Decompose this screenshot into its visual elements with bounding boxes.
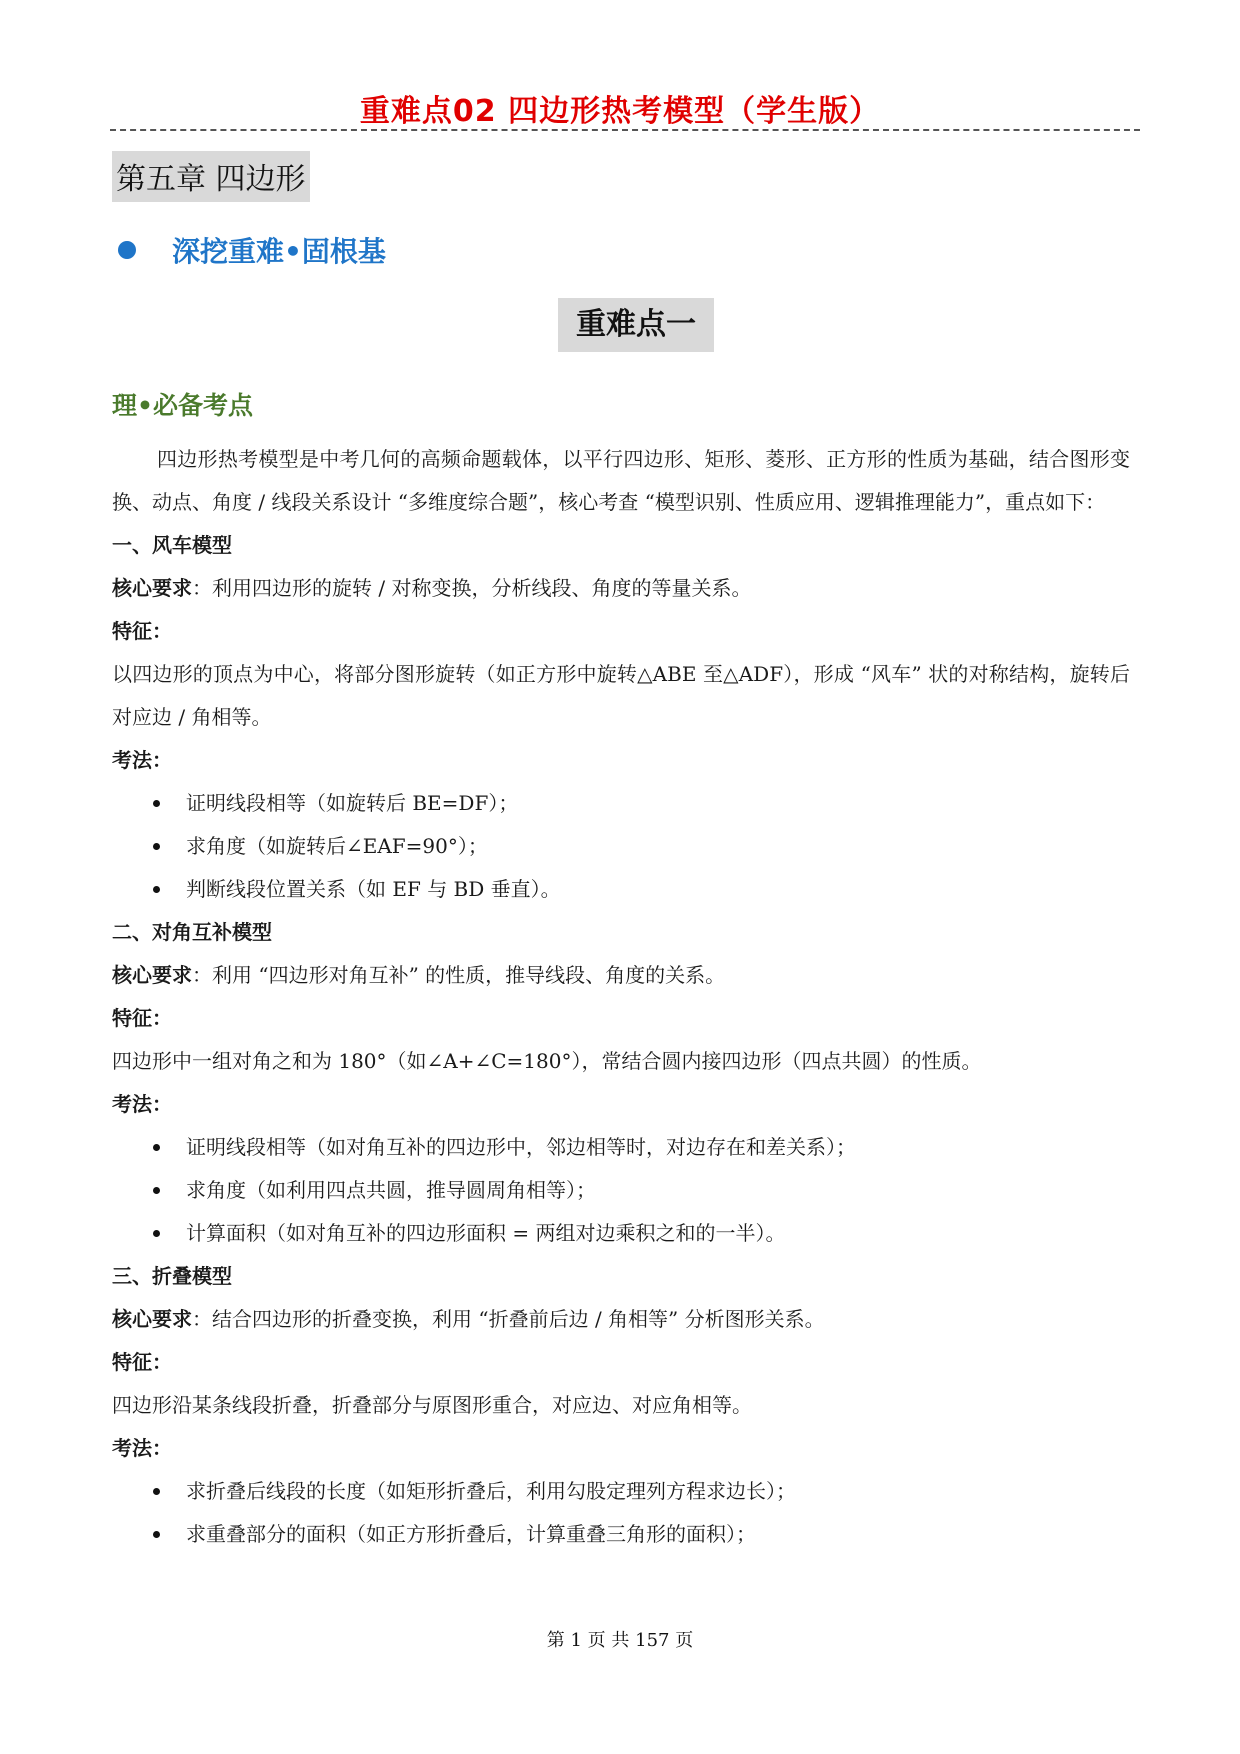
feature-label: 特征：: [112, 1006, 172, 1030]
bullet-dot-icon: [118, 241, 136, 259]
title-divider: [110, 129, 1140, 131]
feature-label: 特征：: [112, 1350, 172, 1374]
list-item: 判断线段位置关系（如 EF 与 BD 垂直）。: [112, 868, 1130, 911]
feature-text: 四边形沿某条线段折叠，折叠部分与原图形重合，对应边、对应角相等。: [112, 1393, 752, 1417]
page-title: 重难点02 四边形热考模型（学生版）: [359, 94, 881, 129]
list-item: 求重叠部分的面积（如正方形折叠后，计算重叠三角形的面积）；: [112, 1513, 1130, 1556]
feature-text: 以四边形的顶点为中心，将部分图形旋转（如正方形中旋转△ABE 至△ADF），形成 “风车” 状的对称结构，旋转后对应边 / 角相等。: [112, 662, 1130, 729]
list-item: 证明线段相等（如对角互补的四边形中，邻边相等时，对边存在和差关系）；: [112, 1126, 1130, 1169]
method-label: 考法：: [112, 1436, 172, 1460]
core-requirement: [112, 954, 1130, 997]
method-label: 考法：: [112, 1092, 172, 1116]
model-heading: 三、折叠模型: [112, 1264, 232, 1288]
bullet-icon: [153, 1531, 160, 1538]
bullet-icon: [153, 886, 160, 893]
core-label: 核心要求: [112, 963, 192, 987]
core-label: 核心要求: [112, 576, 192, 600]
list-item: 证明线段相等（如旋转后 BE=DF）；: [112, 782, 1130, 825]
core-requirement: [112, 1298, 1130, 1341]
feature-text: 四边形中一组对角之和为 180°（如∠A+∠C=180°），常结合圆内接四边形（四点共圆）的性质。: [112, 1049, 982, 1073]
list-item: 求角度（如旋转后∠EAF=90°）；: [112, 825, 1130, 868]
bullet-icon: [153, 800, 160, 807]
feature-label: 特征：: [112, 619, 172, 643]
bullet-icon: [153, 1187, 160, 1194]
section-title: 深挖重难•固根基: [172, 235, 386, 268]
model-heading: 一、风车模型: [112, 533, 232, 557]
document-body: [112, 438, 1130, 1556]
bullet-icon: [153, 1488, 160, 1495]
core-text: ：利用 “四边形对角互补” 的性质，推导线段、角度的关系。: [192, 963, 726, 987]
bullet-icon: [153, 1144, 160, 1151]
bullet-icon: [153, 843, 160, 850]
model-heading: 二、对角互补模型: [112, 920, 272, 944]
core-label: 核心要求: [112, 1307, 192, 1331]
page-footer: 第 1 页 共 157 页: [546, 1630, 694, 1651]
method-label: 考法：: [112, 748, 172, 772]
bullet-icon: [153, 1230, 160, 1237]
intro-paragraph: 四边形热考模型是中考几何的高频命题载体，以平行四边形、矩形、菱形、正方形的性质为基础，结合图形变换、动点、角度 / 线段关系设计 “多维度综合题”，核心考查 “模型识别、性质应用、逻辑推理能力”，重点如下：: [112, 447, 1130, 514]
key-point-box: 重难点一: [558, 298, 714, 352]
core-requirement: [112, 567, 1130, 610]
section-heading: [118, 230, 386, 270]
list-item: 计算面积（如对角互补的四边形面积 = 两组对边乘积之和的一半）。: [112, 1212, 1130, 1255]
list-item: 求折叠后线段的长度（如矩形折叠后，利用勾股定理列方程求边长）；: [112, 1470, 1130, 1513]
list-item: 求角度（如利用四点共圆，推导圆周角相等）；: [112, 1169, 1130, 1212]
core-text: ：结合四边形的折叠变换，利用 “折叠前后边 / 角相等” 分析图形关系。: [192, 1307, 825, 1331]
chapter-heading: 第五章 四边形: [112, 151, 310, 202]
core-text: ：利用四边形的旋转 / 对称变换，分析线段、角度的等量关系。: [192, 576, 752, 600]
subheading: 理•必备考点: [112, 391, 253, 420]
